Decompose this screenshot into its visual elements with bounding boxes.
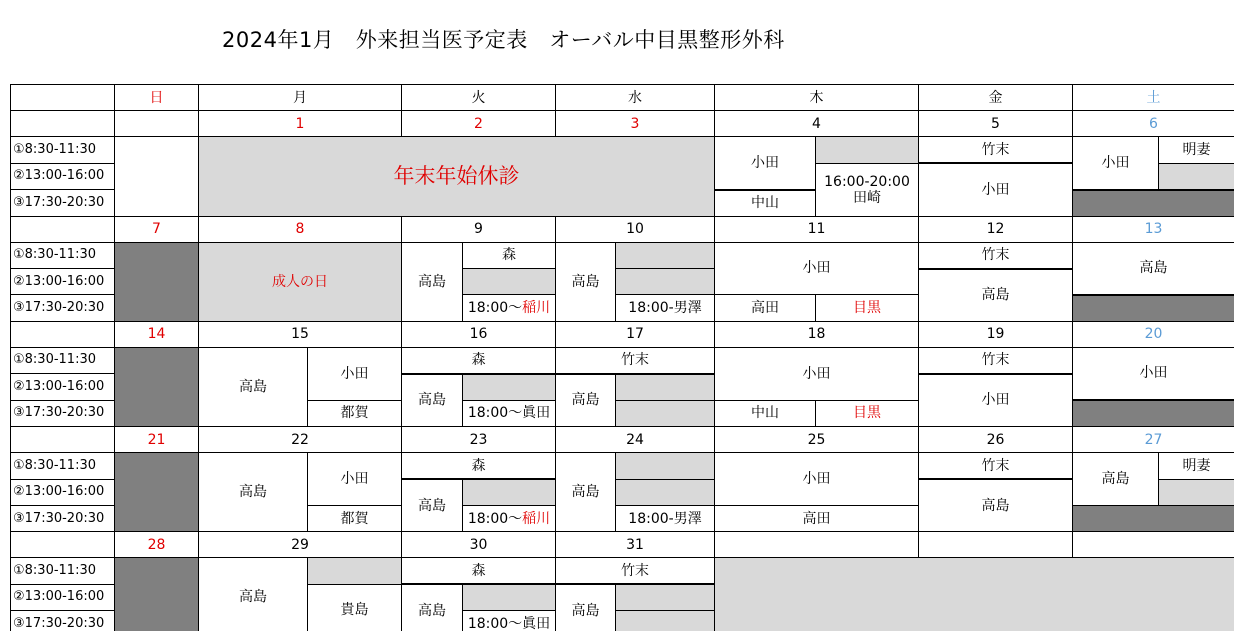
doctor-cell: 小田 <box>715 242 919 295</box>
week1-date-row <box>11 111 1235 137</box>
doctor-cell: 高島 <box>199 558 308 631</box>
doctor-cell: 18:00〜稲川 <box>463 295 556 322</box>
special-hours-doctor: 田崎 <box>853 189 881 206</box>
weekday-header-row <box>11 85 1235 111</box>
week2-slot1-row <box>11 242 1235 269</box>
weekday-tue: 火 <box>402 85 556 111</box>
date-cell: 27 <box>1073 427 1235 453</box>
time-slot-label: ③17:30-20:30 <box>11 506 115 532</box>
date-cell: 11 <box>715 216 919 242</box>
date-cell: 5 <box>919 111 1073 137</box>
doctor-cell: 高島 <box>402 479 463 532</box>
doctor-cell: 貴島 <box>308 584 402 631</box>
time-slot-label: ③17:30-20:30 <box>11 611 115 631</box>
time-slot-label: ①8:30-11:30 <box>11 453 115 480</box>
week3-slot1-row <box>11 347 1235 374</box>
doctor-cell: 小田 <box>1073 347 1235 400</box>
time-slot-label: ②13:00-16:00 <box>11 163 115 190</box>
week4-date-row <box>11 427 1235 453</box>
doctor-cell: 竹末 <box>919 137 1073 164</box>
weekday-fri: 金 <box>919 85 1073 111</box>
weekday-sat: 土 <box>1073 85 1235 111</box>
time-slot-label: ①8:30-11:30 <box>11 558 115 585</box>
doctor-cell: 高島 <box>556 584 616 631</box>
doctor-cell: 小田 <box>308 453 402 506</box>
doctor-cell: 小田 <box>919 374 1073 427</box>
doctor-cell: 高島 <box>199 453 308 532</box>
doctor-cell: 明妻 <box>1159 453 1235 480</box>
weekday-thu: 木 <box>715 85 919 111</box>
closed-notice: 年末年始休診 <box>199 137 715 217</box>
date-cell: 13 <box>1073 216 1235 242</box>
schedule-table-wrap <box>10 84 1234 631</box>
doctor-cell: 森 <box>402 453 556 480</box>
date-cell: 22 <box>199 427 402 453</box>
doctor-cell: 高島 <box>1073 242 1235 295</box>
date-cell: 31 <box>556 532 715 558</box>
doctor-cell: 高田 <box>715 506 919 532</box>
date-cell: 18 <box>715 321 919 347</box>
date-cell: 25 <box>715 427 919 453</box>
date-cell: 8 <box>199 216 402 242</box>
time-slot-label: ②13:00-16:00 <box>11 374 115 401</box>
weekday-wed: 水 <box>556 85 715 111</box>
doctor-cell: 18:00-男澤 <box>616 506 715 532</box>
doctor-cell: 都賀 <box>308 506 402 532</box>
date-cell: 7 <box>115 216 199 242</box>
doctor-cell: 高島 <box>1073 453 1159 506</box>
date-cell: 30 <box>402 532 556 558</box>
weekday-mon: 月 <box>199 85 402 111</box>
doctor-cell: 高島 <box>919 269 1073 322</box>
doctor-cell: 高島 <box>556 242 616 321</box>
date-cell: 4 <box>715 111 919 137</box>
doctor-cell: 小田 <box>715 453 919 506</box>
doctor-cell: 目黒 <box>816 295 919 322</box>
doctor-cell: 18:00〜眞田 <box>463 400 556 427</box>
doctor-cell: 小田 <box>715 347 919 400</box>
date-cell: 6 <box>1073 111 1235 137</box>
date-cell: 29 <box>199 532 402 558</box>
week4-slot1-row <box>11 453 1235 480</box>
date-cell: 12 <box>919 216 1073 242</box>
time-slot-label: ①8:30-11:30 <box>11 137 115 164</box>
special-hours-time: 16:00-20:00 <box>824 173 910 190</box>
doctor-cell: 高島 <box>556 374 616 427</box>
time-slot-label: ①8:30-11:30 <box>11 242 115 269</box>
doctor-cell: 高島 <box>919 479 1073 532</box>
doctor-cell: 森 <box>402 558 556 585</box>
date-cell: 14 <box>115 321 199 347</box>
date-cell: 2 <box>402 111 556 137</box>
date-cell: 15 <box>199 321 402 347</box>
schedule-table <box>10 84 1234 631</box>
doctor-cell: 竹末 <box>556 347 715 374</box>
date-cell: 24 <box>556 427 715 453</box>
doctor-cell: 明妻 <box>1159 137 1235 164</box>
week1-slot1-row <box>11 137 1235 164</box>
doctor-cell: 森 <box>463 242 556 269</box>
time-slot-label: ②13:00-16:00 <box>11 479 115 506</box>
date-cell: 19 <box>919 321 1073 347</box>
doctor-cell: 高島 <box>199 347 308 427</box>
week2-date-row <box>11 216 1235 242</box>
doctor-cell: 中山 <box>715 400 816 427</box>
time-slot-label: ③17:30-20:30 <box>11 190 115 217</box>
week5-date-row <box>11 532 1235 558</box>
time-slot-label: ①8:30-11:30 <box>11 347 115 374</box>
doctor-cell: 竹末 <box>556 558 715 585</box>
doctor-cell: 18:00-男澤 <box>616 295 715 322</box>
holiday-notice: 成人の日 <box>199 242 402 321</box>
doctor-cell: 高島 <box>402 242 463 321</box>
page-title: 2024年1月 外来担当医予定表 オーバル中目黒整形外科 <box>222 28 785 52</box>
date-cell: 28 <box>115 532 199 558</box>
date-cell: 16 <box>402 321 556 347</box>
doctor-cell: 小田 <box>1073 137 1159 190</box>
doctor-cell: 高島 <box>402 584 463 631</box>
doctor-cell: 竹末 <box>919 453 1073 480</box>
doctor-cell: 目黒 <box>816 400 919 427</box>
doctor-cell: 高島 <box>402 374 463 427</box>
doctor-cell: 竹末 <box>919 347 1073 374</box>
doctor-cell: 小田 <box>715 137 816 190</box>
time-slot-label: ②13:00-16:00 <box>11 269 115 295</box>
doctor-cell: 中山 <box>715 190 816 217</box>
doctor-cell: 18:00〜眞田 <box>463 611 556 631</box>
week3-date-row <box>11 321 1235 347</box>
doctor-cell: 森 <box>402 347 556 374</box>
date-cell: 26 <box>919 427 1073 453</box>
date-cell: 17 <box>556 321 715 347</box>
date-cell: 20 <box>1073 321 1235 347</box>
date-cell: 9 <box>402 216 556 242</box>
doctor-cell: 小田 <box>919 163 1073 216</box>
date-cell: 23 <box>402 427 556 453</box>
doctor-cell: 18:00〜稲川 <box>463 506 556 532</box>
week5-slot1-row <box>11 558 1235 585</box>
date-cell: 1 <box>199 111 402 137</box>
doctor-cell: 高島 <box>556 453 616 532</box>
date-cell: 10 <box>556 216 715 242</box>
date-cell: 3 <box>556 111 715 137</box>
time-slot-label: ③17:30-20:30 <box>11 400 115 427</box>
doctor-cell: 小田 <box>308 347 402 400</box>
weekday-sun: 日 <box>115 85 199 111</box>
doctor-cell: 都賀 <box>308 400 402 427</box>
doctor-cell: 高田 <box>715 295 816 322</box>
doctor-cell: 竹末 <box>919 242 1073 269</box>
special-hours-cell <box>816 163 919 216</box>
time-slot-label: ②13:00-16:00 <box>11 584 115 611</box>
time-slot-label: ③17:30-20:30 <box>11 295 115 322</box>
date-cell: 21 <box>115 427 199 453</box>
